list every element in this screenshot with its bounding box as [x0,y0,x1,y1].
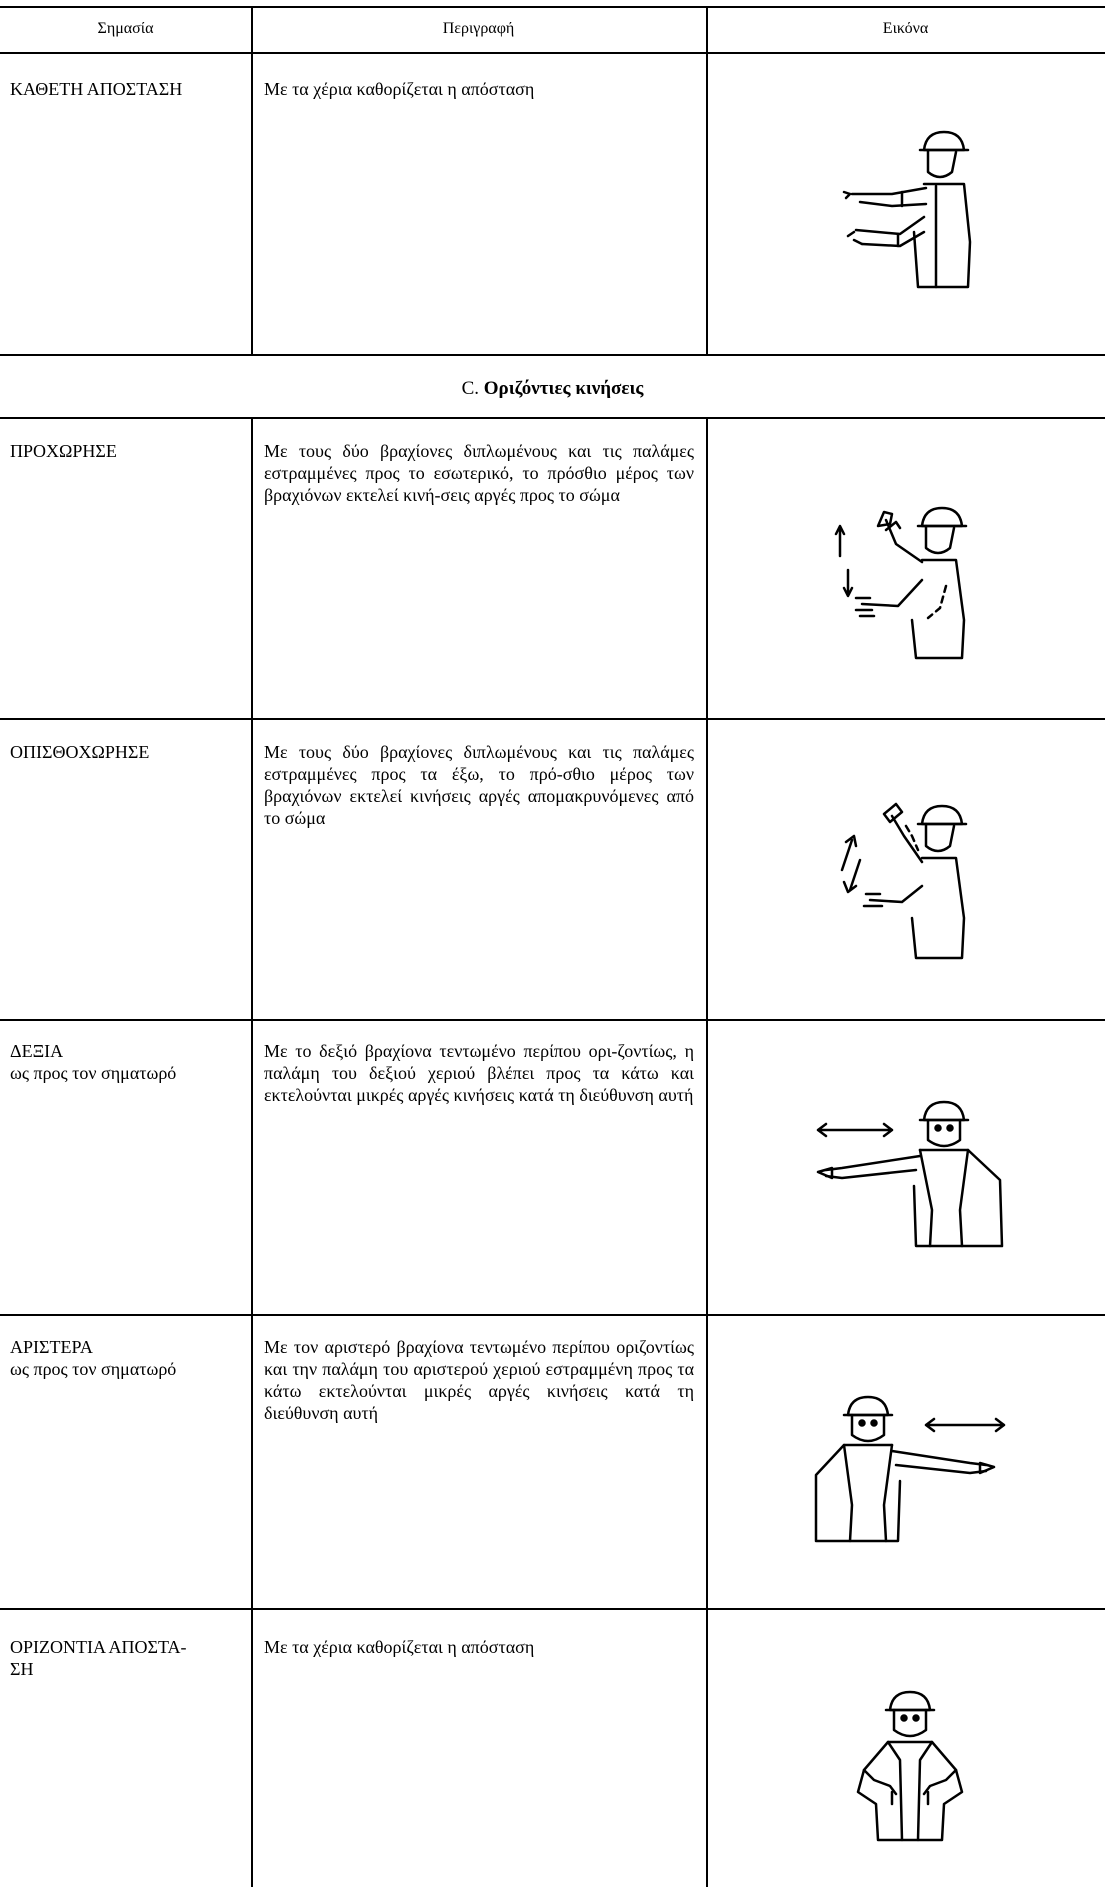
signalman-horizontal-distance-icon [844,1680,984,1855]
row-meaning [10,1040,245,1084]
signalman-come-forward-icon [826,490,986,665]
row-description: Με τους δύο βραχίονες διπλωμένους και τις παλάμες εστραμμένες προς τα έξω, το πρό-σθιο μέρος των βραχιόνων εκτελεί κινήσεις αργές απομακρυνόμενες από το σώμα [264,742,694,828]
row-description: Με τους δύο βραχίονες διπλωμένους και τις παλάμες εστραμμένες προς το εσωτερικό, το πρόσθιο μέρος των βραχιόνων εκτελεί κινή-σεις αργές προς το σώμα [264,441,694,505]
row-meaning [10,78,245,100]
section-heading: Οριζόντιες κινήσεις [483,378,644,399]
signalman-move-back-icon [830,790,990,965]
meaning-label: ΟΡΙΖΟΝΤΙΑ ΑΠΟΣΤΑ- [10,1637,187,1657]
row-description: Με τον αριστερό βραχίονα τεντωμένο περίπου οριζοντίως και την παλάμη του αριστερού χεριού εστραμμένη προς τα κάτω εκτελούνται μικρές αργές κινήσεις κατά τη διεύθυνση αυτή [264,1337,694,1423]
column-rule [251,6,253,354]
signalman-left-icon [810,1385,1010,1550]
signalman-right-icon [812,1090,1012,1255]
row-description: Με τα χέρια καθορίζεται η απόσταση [264,1637,535,1657]
row-rule [0,1314,1105,1316]
header-description: Περιγραφή [442,20,515,37]
row-meaning [10,440,245,462]
row-description: Με το δεξιό βραχίονα τεντωμένο περίπου ορι-ζοντίως, η παλάμη του δεξιού χεριού βλέπει προς τα κάτω και εκτελούνται μικρές αργές κινήσεις κατά τη διεύθυνση αυτή [264,1041,694,1105]
row-meaning [10,741,245,763]
row-description: Με τα χέρια καθορίζεται η απόσταση [264,79,535,99]
meaning-label: ΔΕΞΙΑ [10,1041,64,1061]
meaning-label: ΟΠΙΣΘΟΧΩΡΗΣΕ [10,742,150,762]
section-title [0,378,1105,400]
section-letter: C. [461,378,480,399]
row-rule [0,354,1105,356]
signalman-vertical-distance-icon [840,122,980,297]
row-rule [0,1608,1105,1610]
meaning-label: ΚΑΘΕΤΗ ΑΠΟΣΤΑΣΗ [10,79,183,99]
row-meaning [10,1636,245,1680]
row-rule [0,718,1105,720]
table-top-rule [0,6,1105,8]
column-rule [706,417,708,1887]
section-rule [0,417,1105,419]
header-image: Εικόνα [882,20,929,37]
meaning-sublabel: ως προς τον σηματωρό [10,1063,177,1083]
meaning-sublabel: ως προς τον σηματωρό [10,1359,177,1379]
meaning-label: ΠΡΟΧΩΡΗΣΕ [10,441,117,461]
header-bottom-rule [0,52,1105,54]
meaning-label: ΑΡΙΣΤΕΡΑ [10,1337,93,1357]
header-meaning: Σημασία [97,20,154,37]
meaning-sublabel: ΣΗ [10,1659,34,1679]
column-rule [706,6,708,354]
column-rule [251,417,253,1887]
row-rule [0,1019,1105,1021]
row-meaning [10,1336,245,1380]
